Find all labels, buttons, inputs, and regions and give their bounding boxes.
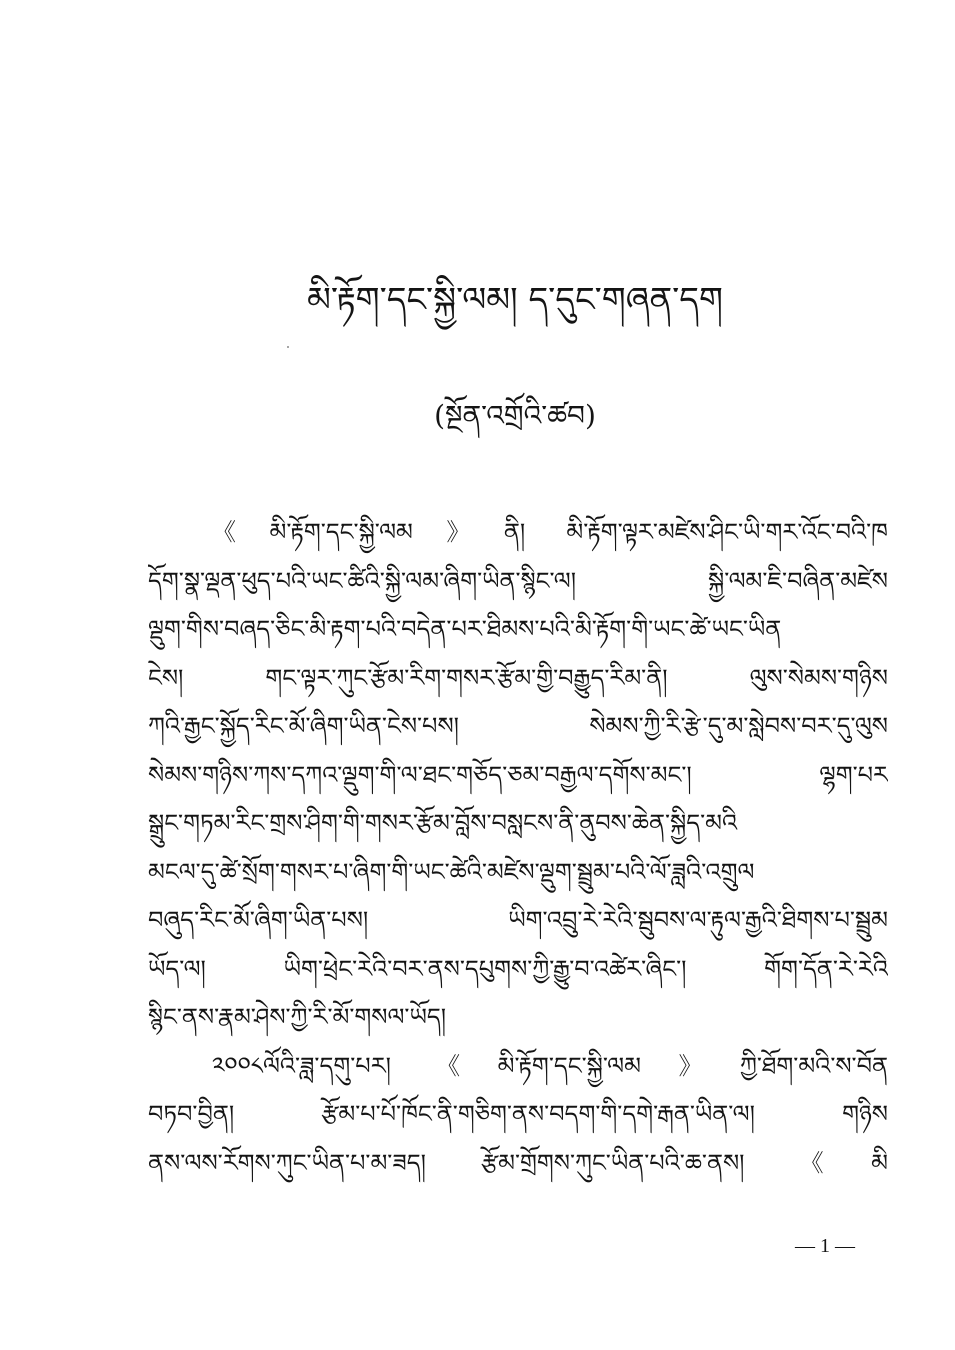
body-line: ནས་ལས་རོགས་ཀུང་ཡིན་པ་མ་ཟད། རྩོམ་གྲོགས་ཀུང་ཡིན་པའི་ཆ་ནས། 《མི bbox=[148, 1148, 888, 1177]
document-body bbox=[148, 508, 888, 1187]
body-line: ལྡུག་གིས་བཞད་ཅིང་མི་རྟག་པའི་བདེན་པར་ཐིམས་པའི་མི་རྟོག་གི་ཡང་ཚེ་ཡང་ཡིན bbox=[148, 615, 782, 643]
body-line: ངེས། གང་ལྟར་ཀུང་རྩོམ་རིག་གསར་རྩོམ་གྱི་བརྒྱུད་རིམ་ནི། ལུས་སེམས་གཉིས bbox=[148, 663, 888, 692]
body-line: ཀའི་རྒྱང་སྐྱོད་རིང་མོ་ཞིག་ཡིན་ངེས་པས། སེམས་ཀྱི་རི་རྩེ་དུ་མ་སླེབས་བར་དུ་ལུས bbox=[148, 712, 888, 740]
body-line: སྙིང་ནས་རྣམ་ཤེས་ཀྱི་རི་མོ་གསལ་ཡོད། bbox=[148, 1003, 447, 1031]
page-number: — 1 — bbox=[795, 1235, 855, 1257]
body-line: བཞུད་རིང་མོ་ཞིག་ཡིན་པས། ཡིག་འབྲུ་རེ་རེའི་སྦུབས་ལ་རྟུལ་རྒྱའི་ཐིགས་པ་སྦྲུམ bbox=[148, 906, 888, 934]
body-line: དོག་སྣ་ལྡན་ཕུད་པའི་ཡང་ཚིའི་སྐྱི་ལམ་ཞིག་ཡིན་སྙིང་ལ། སྐྱི་ལམ་ཇི་བཞིན་མཛེས bbox=[148, 566, 888, 595]
body-line: ཡོད་ལ། ཡིག་ཕྲེང་རེའི་བར་ནས་དཔུགས་ཀྱི་རྒྱུ་བ་འཚེར་ཞིང་། གོག་དོན་རེ་རེའི bbox=[148, 954, 888, 983]
body-line: ༢༠༠༨ལོའི་ཟླ་དགུ་པར། 《མི་རྟོག་དང་སྐྱི་ལམ》ཀྱི་ཐོག་མའི་ས་བོན bbox=[212, 1051, 888, 1080]
body-line: 《མི་རྟོག་དང་སྐྱི་ལམ》ནི། མི་རྟོག་ལྟར་མཛེས་ཤིང་ཡི་གར་འོང་བའི་ཁ bbox=[212, 518, 888, 546]
body-line: སེམས་གཉིས་ཀས་དཀའ་ལྡུག་གི་ལ་ཐང་གཅོད་ཅམ་བརྒྱལ་དགོས་མང་། ལྷག་པར bbox=[148, 760, 888, 789]
document-subtitle: (སྔོན་འགྲོའི་ཚབ) bbox=[434, 399, 596, 432]
body-line: བཏབ་བྱིན། རྩོམ་པ་པོ་ཁོང་ནི་གཅིག་ནས་བདག་གི་དགེ་རྒན་ཡིན་ལ། གཉིས bbox=[148, 1100, 888, 1128]
document-title: མི་རྟོག་དང་སྐྱི་ལམ། ད་དུང་གཞན་དག bbox=[307, 280, 723, 320]
body-line: སྒྲུང་གཏམ་རིང་གྲས་ཤིག་གི་གསར་རྩོམ་བློས་བསླངས་ནི་ནུབས་ཆེན་སྐྱིད་མའི bbox=[148, 809, 738, 837]
scan-speck bbox=[287, 346, 289, 348]
body-line: མངལ་དུ་ཚེ་སྲོག་གསར་པ་ཞིག་གི་ཡང་ཚེའི་མཛེས་ལྡུག་སྦྲུམ་པའི་ལོ་ཟླའི་འགྲུལ bbox=[148, 857, 755, 886]
